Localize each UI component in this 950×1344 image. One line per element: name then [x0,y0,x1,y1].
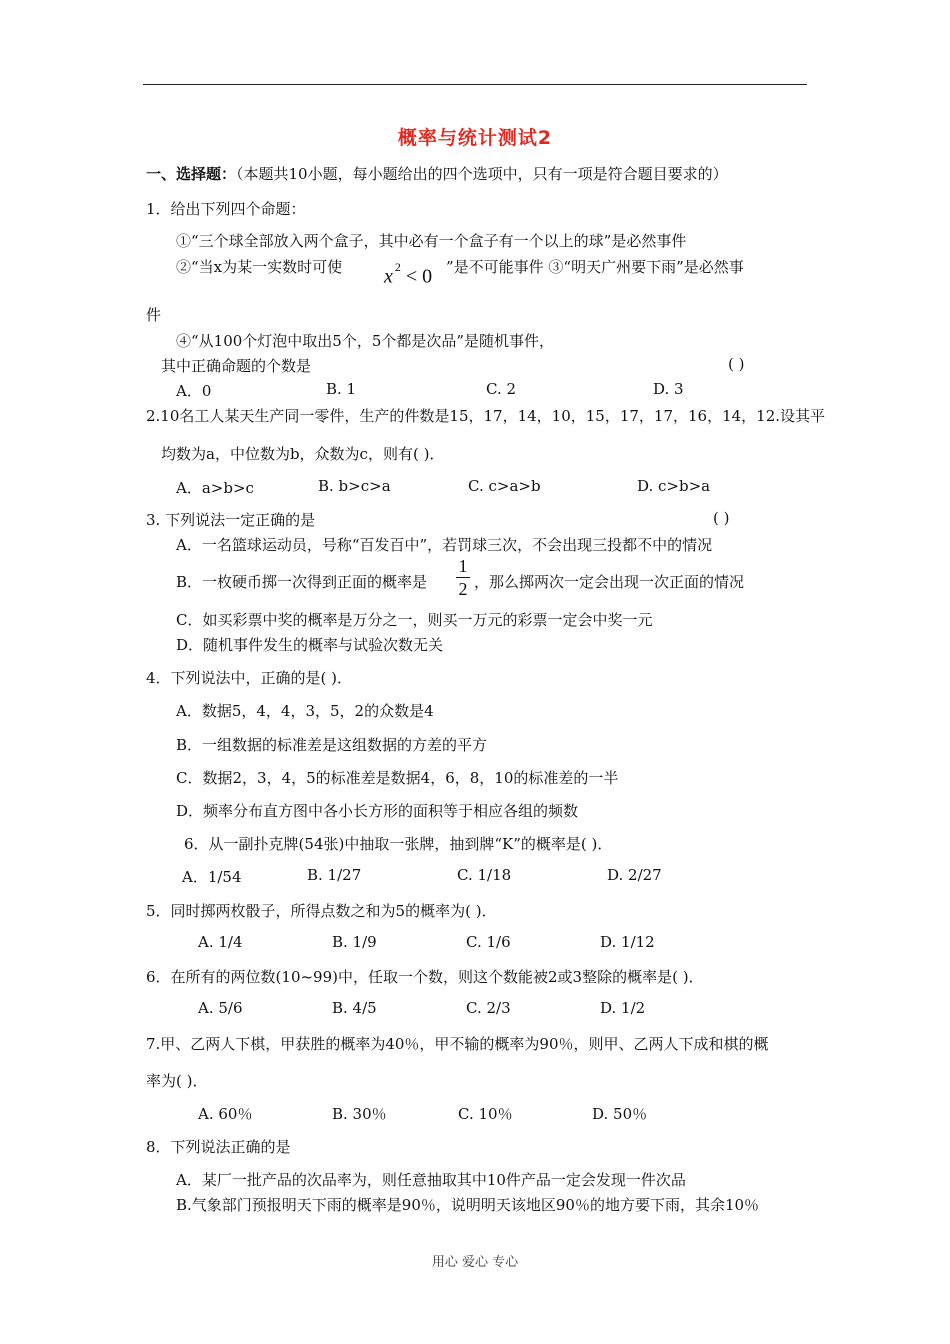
q2-option-b: B. b>c>a [318,477,391,495]
q1-option-a: A．0 [176,382,212,400]
q2-option-a: A．a>b>c [176,479,254,497]
q1-answer-paren: ( ) [728,355,745,373]
q1-statement-1: ①“三个球全部放入两个盒子，其中必有一个盒子有一个以上的球”是必然事件 [176,232,687,250]
fraction-numerator: 1 [458,556,468,576]
page-title: 概率与统计测试2 [397,127,553,149]
q1-option-b: B. 1 [326,380,357,398]
q3-stem: 3. 下列说法一定正确的是 [146,511,316,529]
q1-option-d: D. 3 [653,380,684,398]
q1-statement-2b: ”是不可能事件 ③“明天广州要下雨”是必然事 [446,258,744,276]
q1-statement-3: ④“从100个灯泡中取出5个，5个都是次品”是随机事件， [176,332,555,350]
q7-line-2: 率为( )． [146,1072,208,1090]
q6b-option-c: C. 2/3 [466,999,511,1017]
q4-option-d: D．频率分布直方图中各小长方形的面积等于相应各组的频数 [176,802,579,820]
q2-option-d: D. c>b>a [637,477,711,495]
q7-line-1: 7.甲、乙两人下棋，甲获胜的概率为40％，甲不输的概率为90％，则甲、乙两人下成和棋的概 [146,1035,769,1053]
section-label: 一、选择题： [146,165,237,183]
q7-option-c: C. 10％ [458,1105,513,1123]
q4-option-c: C．数据2，3，4，5的标准差是数据4，6，8，10的标准差的一半 [176,769,619,787]
q4-option-a: A．数据5，4，4，3，5，2的众数是4 [176,702,434,720]
q8-option-b: B.气象部门预报明天下雨的概率是90％，说明明天该地区90％的地方要下雨，其余10％ [176,1196,760,1214]
q6b-option-d: D. 1/2 [600,999,646,1017]
q6a-option-b: B. 1/27 [307,866,362,884]
math-exponent: 2 [394,260,401,274]
q6b-stem: 6．在所有的两位数(10~99)中，任取一个数，则这个数能被2或3整除的概率是( )． [146,968,704,986]
page-footer: 用心 爱心 专心 [431,1255,519,1270]
q3-option-b-part2: ，那么掷两次一定会出现一次正面的情况 [474,573,745,591]
q2-line-2: 均数为a，中位数为b，众数为c，则有( )． [161,445,445,463]
section-note: （本题共10小题，每小题给出的四个选项中，只有一项是符合题目要求的） [236,165,728,183]
q5-option-d: D. 1/12 [600,933,655,951]
q5-option-c: C. 1/6 [466,933,511,951]
fraction-denominator: 2 [458,579,468,599]
q5-option-a: A. 1/4 [198,933,243,951]
fraction-bar [456,577,470,578]
q1-option-c: C. 2 [486,380,517,398]
q7-option-d: D. 50％ [592,1105,648,1123]
q7-option-a: A. 60％ [198,1105,253,1123]
q3-answer-paren: ( ) [713,509,730,527]
q8-option-a: A．某厂一批产品的次品率为，则任意抽取其中10件产品一定会发现一件次品 [176,1171,686,1189]
q7-option-b: B. 30％ [332,1105,387,1123]
fraction-one-half [455,557,471,598]
q4-option-b: B．一组数据的标准差是这组数据的方差的平方 [176,736,488,754]
q6a-stem: 6．从一副扑克牌(54张)中抽取一张牌，抽到牌“K”的概率是( )． [184,835,613,853]
q1-inequality-formula [384,260,433,289]
section-heading [146,163,728,184]
q2-option-c: C. c>a>b [468,477,541,495]
math-variable: x [384,265,393,288]
q3-option-d: D．随机事件发生的概率与试验次数无关 [176,636,444,654]
q6b-option-a: A. 5/6 [198,999,243,1017]
q5-option-b: B. 1/9 [332,933,377,951]
q6a-option-d: D. 2/27 [607,866,662,884]
q1-statement-2c: 件 [146,306,162,324]
header-rule [143,84,807,85]
q1-stem: 1．给出下列四个命题： [146,200,306,218]
q6a-option-c: C. 1/18 [457,866,512,884]
q4-stem: 4．下列说法中，正确的是( )． [146,669,353,687]
q1-ask: 其中正确命题的个数是 [161,357,312,375]
math-rest: < 0 [400,265,433,288]
q1-statement-2a: ②“当x为某一实数时可使 [176,258,343,276]
q5-stem: 5．同时掷两枚骰子，所得点数之和为5的概率为( )． [146,902,497,920]
q6a-option-a: A．1/54 [182,868,242,886]
q2-line-1: 2.10名工人某天生产同一零件，生产的件数是15，17，14，10，15，17，17，16，14，12.设其平 [146,407,826,425]
q3-option-a: A．一名篮球运动员，号称“百发百中”，若罚球三次，不会出现三投都不中的情况 [176,536,713,554]
q3-option-b-part1: B．一枚硬币掷一次得到正面的概率是 [176,573,428,591]
q6b-option-b: B. 4/5 [332,999,377,1017]
q8-stem: 8．下列说法正确的是 [146,1138,291,1156]
q3-option-c: C．如买彩票中奖的概率是万分之一，则买一万元的彩票一定会中奖一元 [176,611,653,629]
